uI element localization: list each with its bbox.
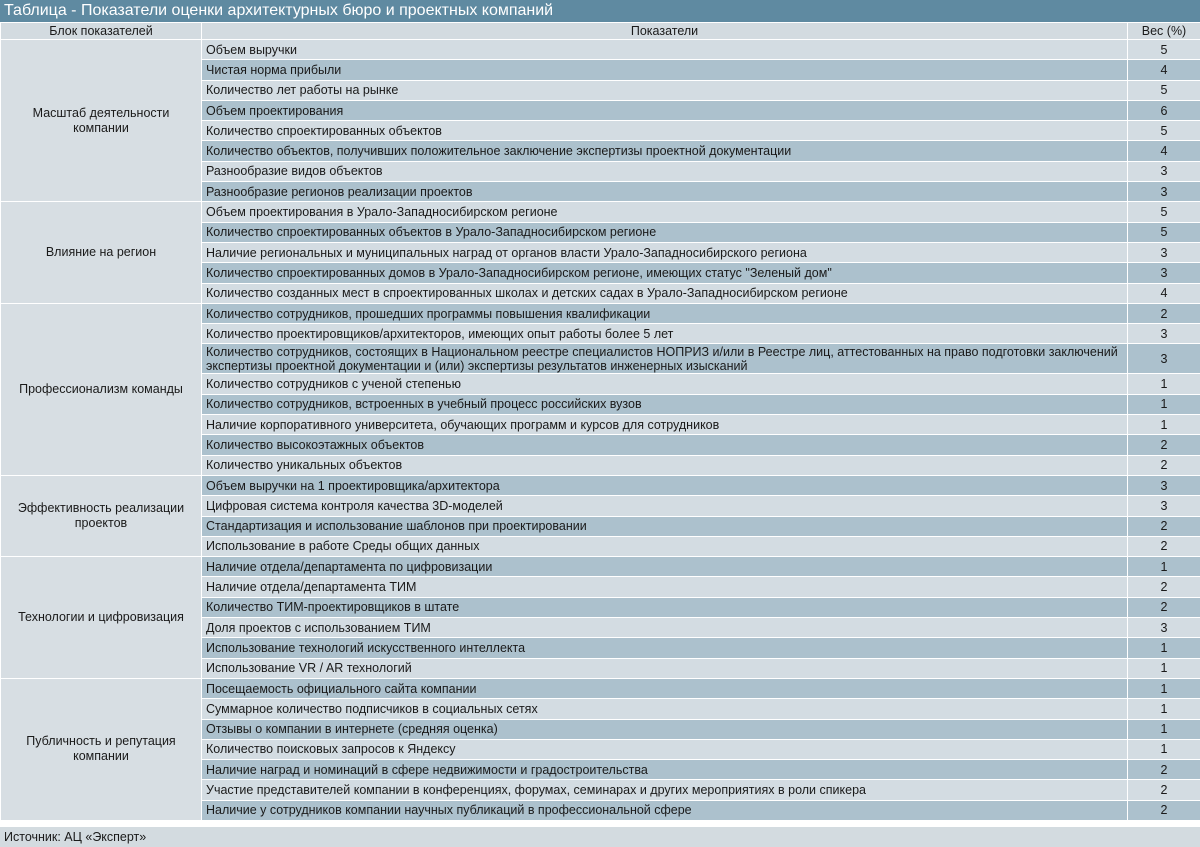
table-title: Таблица - Показатели оценки архитектурных бюро и проектных компаний — [0, 0, 1200, 22]
header-row — [1, 23, 1200, 40]
weight-cell: 6 — [1128, 100, 1200, 120]
weight-cell: 3 — [1128, 242, 1200, 262]
weight-cell: 3 — [1128, 263, 1200, 283]
block-name: Влияние на регион — [1, 202, 202, 303]
weight-cell: 1 — [1128, 658, 1200, 678]
indicator-cell: Количество спроектированных объектов в Урало-Западносибирском регионе — [202, 222, 1128, 242]
indicator-cell: Чистая норма прибыли — [202, 60, 1128, 80]
indicator-cell: Отзывы о компании в интернете (средняя оценка) — [202, 719, 1128, 739]
indicator-cell: Участие представителей компании в конференциях, форумах, семинарах и других мероприятиях в роли спикера — [202, 780, 1128, 800]
weight-cell: 2 — [1128, 760, 1200, 780]
indicator-cell: Разнообразие регионов реализации проектов — [202, 182, 1128, 202]
weight-cell: 5 — [1128, 222, 1200, 242]
weight-cell: 3 — [1128, 182, 1200, 202]
indicator-cell: Объем выручки на 1 проектировщика/архитектора — [202, 475, 1128, 495]
weight-cell: 1 — [1128, 557, 1200, 577]
indicator-cell: Количество сотрудников, прошедших программы повышения квалификации — [202, 303, 1128, 323]
indicator-cell: Использование VR / AR технологий — [202, 658, 1128, 678]
block-name: Технологии и цифровизация — [1, 557, 202, 679]
weight-cell: 1 — [1128, 739, 1200, 759]
table-body — [1, 40, 1200, 821]
indicator-cell: Использование технологий искусственного интеллекта — [202, 638, 1128, 658]
weight-cell: 5 — [1128, 80, 1200, 100]
header-indicator: Показатели — [202, 23, 1128, 40]
table-row — [1, 557, 1200, 577]
weight-cell: 5 — [1128, 121, 1200, 141]
weight-cell: 4 — [1128, 60, 1200, 80]
weight-cell: 2 — [1128, 780, 1200, 800]
indicator-cell: Количество проектировщиков/архитекторов, имеющих опыт работы более 5 лет — [202, 324, 1128, 344]
weight-cell: 3 — [1128, 618, 1200, 638]
block-name: Эффективность реализации проектов — [1, 475, 202, 556]
table-row — [1, 202, 1200, 222]
weight-cell: 2 — [1128, 577, 1200, 597]
indicator-cell: Количество сотрудников с ученой степенью — [202, 374, 1128, 394]
weight-cell: 1 — [1128, 699, 1200, 719]
weight-cell: 1 — [1128, 415, 1200, 435]
table-row — [1, 40, 1200, 60]
weight-cell: 4 — [1128, 283, 1200, 303]
weight-cell: 1 — [1128, 638, 1200, 658]
weight-cell: 2 — [1128, 435, 1200, 455]
weight-cell: 2 — [1128, 800, 1200, 820]
weight-cell: 2 — [1128, 536, 1200, 556]
weight-cell: 1 — [1128, 719, 1200, 739]
table-row — [1, 678, 1200, 698]
indicator-cell: Количество лет работы на рынке — [202, 80, 1128, 100]
table-row — [1, 475, 1200, 495]
indicator-cell: Объем выручки — [202, 40, 1128, 60]
weight-cell: 2 — [1128, 303, 1200, 323]
block-name: Масштаб деятельности компании — [1, 40, 202, 202]
source-note: Источник: АЦ «Эксперт» — [0, 827, 1200, 847]
weight-cell: 3 — [1128, 344, 1200, 374]
weight-cell: 2 — [1128, 516, 1200, 536]
indicator-cell: Наличие наград и номинаций в сфере недвижимости и градостроительства — [202, 760, 1128, 780]
indicator-cell: Количество объектов, получивших положительное заключение экспертизы проектной документации — [202, 141, 1128, 161]
weight-cell: 5 — [1128, 202, 1200, 222]
indicator-cell: Количество уникальных объектов — [202, 455, 1128, 475]
indicator-cell: Объем проектирования — [202, 100, 1128, 120]
indicator-cell: Наличие отдела/департамента ТИМ — [202, 577, 1128, 597]
indicator-cell: Разнообразие видов объектов — [202, 161, 1128, 181]
indicator-cell: Количество спроектированных домов в Урало-Западносибирском регионе, имеющих статус "Зеленый дом" — [202, 263, 1128, 283]
indicator-cell: Количество созданных мест в спроектированных школах и детских садах в Урало-Западносибирском регионе — [202, 283, 1128, 303]
indicator-cell: Стандартизация и использование шаблонов при проектировании — [202, 516, 1128, 536]
indicator-cell: Использование в работе Среды общих данных — [202, 536, 1128, 556]
indicator-cell: Количество сотрудников, состоящих в Национальном реестре специалистов НОПРИЗ и/или в Реестре лиц, аттестованных на право подготовки заключений экспертизы проектной документации и (или) экспертизы результатов инженерных изысканий — [202, 344, 1128, 374]
weight-cell: 3 — [1128, 475, 1200, 495]
weight-cell: 1 — [1128, 678, 1200, 698]
weight-cell: 3 — [1128, 324, 1200, 344]
indicator-cell: Посещаемость официального сайта компании — [202, 678, 1128, 698]
header-weight: Вес (%) — [1128, 23, 1200, 40]
indicator-cell: Количество сотрудников, встроенных в учебный процесс российских вузов — [202, 394, 1128, 414]
block-name: Публичность и репутация компании — [1, 678, 202, 820]
indicators-table — [0, 22, 1200, 821]
indicator-cell: Количество ТИМ-проектировщиков в штате — [202, 597, 1128, 617]
weight-cell: 1 — [1128, 374, 1200, 394]
indicator-cell: Наличие региональных и муниципальных наград от органов власти Урало-Западносибирского региона — [202, 242, 1128, 262]
indicator-cell: Суммарное количество подписчиков в социальных сетях — [202, 699, 1128, 719]
indicator-cell: Цифровая система контроля качества 3D-моделей — [202, 496, 1128, 516]
indicator-cell: Количество высокоэтажных объектов — [202, 435, 1128, 455]
weight-cell: 2 — [1128, 455, 1200, 475]
indicator-cell: Объем проектирования в Урало-Западносибирском регионе — [202, 202, 1128, 222]
indicator-cell: Количество поисковых запросов к Яндексу — [202, 739, 1128, 759]
weight-cell: 1 — [1128, 394, 1200, 414]
weight-cell: 5 — [1128, 40, 1200, 60]
table-row — [1, 303, 1200, 323]
weight-cell: 3 — [1128, 496, 1200, 516]
weight-cell: 4 — [1128, 141, 1200, 161]
header-block: Блок показателей — [1, 23, 202, 40]
indicator-cell: Наличие у сотрудников компании научных публикаций в профессиональной сфере — [202, 800, 1128, 820]
indicator-cell: Наличие корпоративного университета, обучающих программ и курсов для сотрудников — [202, 415, 1128, 435]
indicator-cell: Наличие отдела/департамента по цифровизации — [202, 557, 1128, 577]
weight-cell: 2 — [1128, 597, 1200, 617]
indicator-cell: Доля проектов с использованием ТИМ — [202, 618, 1128, 638]
block-name: Профессионализм команды — [1, 303, 202, 475]
weight-cell: 3 — [1128, 161, 1200, 181]
indicator-cell: Количество спроектированных объектов — [202, 121, 1128, 141]
